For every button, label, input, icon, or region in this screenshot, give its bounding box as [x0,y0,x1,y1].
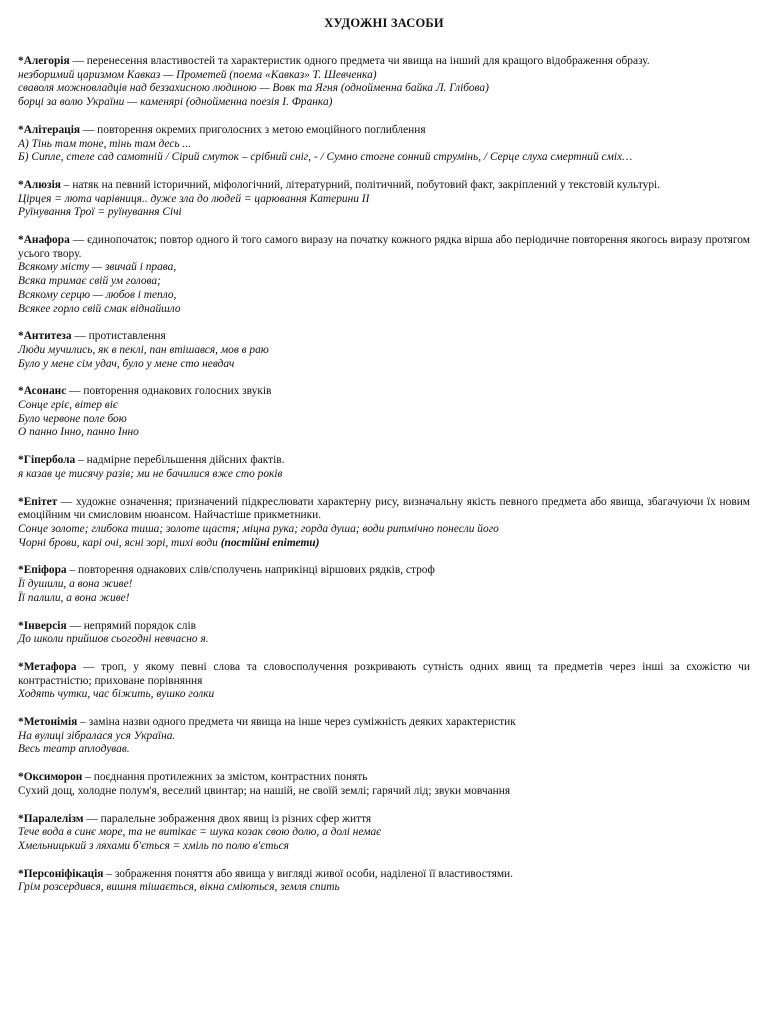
example-line: Всякому серцю — любов і тепло, [18,288,177,301]
term-name: *Персоніфікація [18,867,104,880]
term-definition [18,124,750,138]
example-line: А) Тінь там тоне, тінь там десь ... [18,137,191,150]
definition-text: – поєднання протилежних за змістом, контрастних понять [82,771,368,784]
term-definition [18,179,750,193]
definition-text: – зображення поняття або явища у вигляді живої особи, наділеної її властивостями. [103,867,513,880]
example-line: Ходять чутки, час біжить, вушко голки [18,688,215,701]
example-line: я казав це тисячу разів; ми не бачилися вже сто років [18,467,283,480]
example-line: Б) Сипле, стеле сад самотній / Сірий смуток – срібний сніг, - / Сумно стогне сонний струмінь, / Серце слуха смертний сміх… [18,151,633,164]
term-definition [18,330,750,344]
term-entry [18,564,750,605]
term-entry [18,813,750,854]
example-line: Її палили, а вона живе! [18,591,130,604]
term-name: *Метафора [18,660,77,673]
term-entry [18,234,750,316]
term-definition [18,496,750,523]
term-name: *Оксиморон [18,771,83,784]
term-entry [18,771,750,798]
term-name: *Алюзія [18,178,61,191]
term-definition [18,661,750,688]
example-line: До школи прийшов сьогодні невчасно я. [18,633,209,646]
term-name: *Асонанс [18,385,67,398]
term-name: *Паралелізм [18,812,84,825]
example-line: Всякому місту — звичай і права, [18,261,177,274]
example-line: сваволя можновладців над беззахисною людиною — Вовк та Ягня (однойменна байка Л. Глібова) [18,82,489,95]
term-entry [18,124,750,165]
term-name: *Інверсія [18,619,67,632]
term-entry [18,868,750,895]
example-line: Грім розсердився, вишня тішається, вікна сміються, земля спить [18,881,340,894]
term-definition [18,771,750,785]
term-name: *Епіфора [18,564,67,577]
example-note: (постійні епітети) [220,536,320,549]
example-line: Люди мучились, як в пеклі, пан втішався, мов в раю [18,343,269,356]
term-entry [18,716,750,757]
document-page [18,16,750,909]
definition-text: – надмірне перебільшення дійсних фактів. [75,454,285,467]
example-text: Чорні брови, карі очі, ясні зорі, тихі води [18,536,221,549]
definition-text: — протиставлення [71,330,166,343]
example-line: борці за волю України — каменярі (однойменна поезія І. Франка) [18,96,333,109]
definition-text: — художнє означення; призначений підкреслювати характерну рису, визначальну якість певного предмета або явища, збагачуючи їх новим емоційним чи смисловим нюансом. Найчастіше прикметники. [18,495,750,522]
term-definition [18,234,750,261]
term-entry [18,496,750,551]
example-line: Весь театр аплодував. [18,743,130,756]
page-title: ХУДОЖНІ ЗАСОБИ [324,16,444,30]
definition-text: — троп, у якому певні слова та словосполучення розкривають сутність одних явищ та предметів через інші за схожістю чи контрастністю; приховане порівняння [18,660,750,687]
example-line: Її душили, а вона живе! [18,578,133,591]
term-entry [18,454,750,481]
definition-text: — повторення окремих приголосних з метою емоційного поглиблення [80,123,426,136]
definition-text: — непрямий порядок слів [66,619,197,632]
term-definition [18,620,750,634]
term-definition [18,868,750,882]
example-line: Хмельницький з ляхами б'ється = хміль по полю в'ється [18,839,289,852]
term-definition [18,564,750,578]
example-line: Було у мене сім удач, було у мене сто невдач [18,357,235,370]
definition-text: – повторення однакових слів/сполучень наприкінці віршових рядків, строф [66,564,435,577]
term-definition [18,813,750,827]
example-line: Сонце гріє, вітер віє [18,399,118,412]
definition-text: — єдинопочаток; повтор одного й того самого виразу на початку кожного рядка вірша або періодичне повторення якогось виразу протягом усього твору. [18,234,750,260]
definition-text: – заміна назви одного предмета чи явища на інше через суміжність деяких характеристик [77,716,516,729]
term-name: *Антитеза [18,330,72,343]
term-definition [18,55,750,69]
term-name: *Епітет [18,495,58,508]
example-line: Було червоне поле бою [18,412,127,425]
example-line: Всяка тримає свій ум голова; [18,275,161,288]
example-line: Цірцея = люта чарівниця.. дуже зла до людей = царювання Катерини ІІ [18,192,370,205]
term-definition [18,454,750,468]
definition-text: — повторення однакових голосних звуків [66,385,272,398]
term-name: *Анафора [18,234,70,247]
example-line: На вулиці зібралася уся Україна. [18,729,176,742]
term-entry [18,661,750,702]
term-definition [18,716,750,730]
term-entry [18,385,750,440]
term-name: *Гіпербола [18,454,76,467]
term-entry [18,55,750,110]
term-name: *Алегорія [18,55,70,67]
term-entry [18,330,750,371]
example-line [18,537,750,551]
term-name: *Метонімія [18,716,78,729]
term-name: *Алітерація [18,123,81,136]
example-line: О панно Інно, панно Інно [18,426,139,439]
example-line: незборимий царизмом Кавказ — Прометей (поема «Кавказ» Т. Шевченка) [18,68,377,81]
definition-text: — паралельне зображення двох явищ із різних сфер життя [83,812,372,825]
example-line: Сонце золоте; глибока тиша; золоте щастя; міцна рука; горда душа; води ритмічно понесли його [18,522,499,535]
definition-text: – натяк на певний історичний, міфологічний, літературний, політичний, побутовий факт, закріплений у текстовій культурі. [60,178,661,191]
definition-text: — перенесення властивостей та характеристик одного предмета чи явища на інший для кращого відображення образу. [69,55,650,67]
example-line: Сухий дощ, холодне полум'я, веселий цвинтар; на нашій, не своїй землі; гарячий лід; звуки мовчання [18,784,511,797]
terms-list [18,55,750,895]
term-entry [18,179,750,220]
term-definition [18,385,750,399]
example-line: Руїнування Трої = руїнування Січі [18,206,182,219]
example-line: Всякее горло свій смак віднайшло [18,302,181,315]
example-line: Тече вода в синє море, та не витікає = шука козак свою долю, а долі немає [18,826,382,839]
term-entry [18,620,750,647]
